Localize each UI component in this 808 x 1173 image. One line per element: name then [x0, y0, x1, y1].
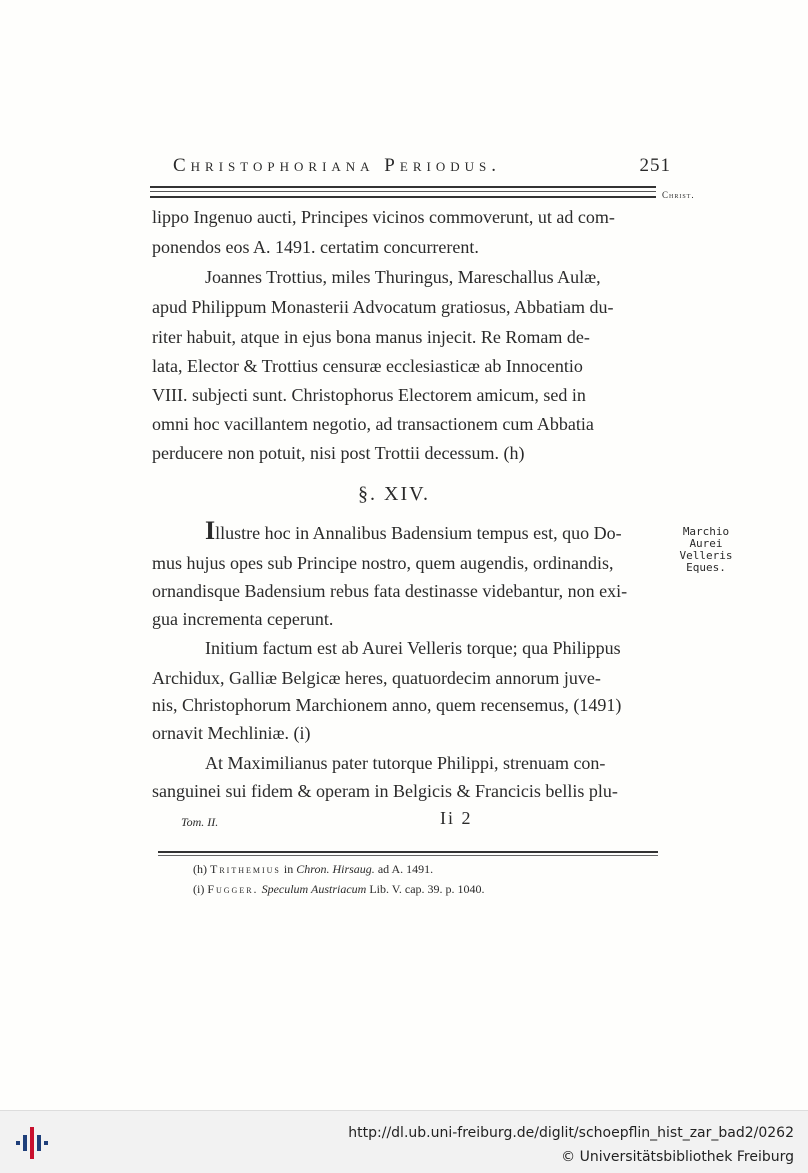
side-note-line: Aurei — [689, 537, 723, 550]
text-line: Initium factum est ab Aurei Velleris torque; qua Philippus — [205, 638, 621, 658]
section-heading: §. XIV. — [358, 483, 430, 505]
text-line: Archidux, Galliæ Belgicæ heres, quatuordecim annorum juve- — [152, 668, 601, 688]
text-line: mus hujus opes sub Principe nostro, quem augendis, ordinandis, — [152, 553, 614, 573]
text-line: ornavit Mechliniæ. (i) — [152, 723, 311, 743]
side-note-line: Velleris — [679, 549, 733, 562]
header-rule — [150, 186, 656, 188]
copyright-notice: © Universitätsbibliothek Freiburg — [561, 1149, 794, 1165]
signature-mark: Ii 2 — [440, 808, 473, 828]
header-rule — [150, 196, 656, 198]
footnote-mark: (h) — [193, 862, 207, 876]
ub-freiburg-logo-icon[interactable] — [14, 1125, 50, 1161]
text-line: Joannes Trottius, miles Thuringus, Mareschallus Aulæ, — [205, 267, 601, 287]
header-rule — [150, 191, 656, 192]
margin-label: Christ. — [662, 190, 695, 200]
footnote-h — [193, 862, 433, 876]
footnote-rule — [158, 851, 658, 853]
source-url-link[interactable]: http://dl.ub.uni-freiburg.de/diglit/schoepflin_hist_zar_bad2/0262 — [348, 1125, 794, 1141]
text-line: sanguinei sui fidem & operam in Belgicis & Francicis bellis plu- — [152, 781, 618, 801]
text-line: lippo Ingenuo aucti, Principes vicinos commoverunt, ut ad com- — [152, 207, 615, 227]
side-note — [666, 526, 746, 574]
text-line: omni hoc vacillantem negotio, ad transactionem cum Abbatia — [152, 414, 594, 434]
footnote-title: Chron. Hirsaug. — [296, 862, 375, 876]
side-note-line: Marchio — [682, 525, 730, 538]
text-line: lata, Elector & Trottius censuræ ecclesiasticæ ab Innocentio — [152, 356, 583, 376]
text-line: gua incrementa ceperunt. — [152, 609, 334, 629]
footnote-author: Fugger. — [207, 882, 259, 896]
running-head — [173, 155, 671, 177]
viewer-footer — [0, 1110, 808, 1173]
volume-mark: Tom. II. — [181, 815, 219, 829]
footnote-title: Speculum Austriacum — [261, 882, 367, 896]
side-note-line: Eques. — [686, 561, 726, 574]
text-line: At Maximilianus pater tutorque Philippi, strenuam con- — [205, 753, 606, 773]
page-number: 251 — [639, 155, 671, 176]
text-line: ponendos eos A. 1491. certatim concurrerent. — [152, 237, 479, 257]
footnote-text: Lib. V. cap. 39. p. 1040. — [366, 882, 485, 896]
text-line-rest: llustre hoc in Annalibus Badensium tempus est, quo Do- — [215, 523, 622, 543]
text-line: ornandisque Badensium rebus fata destinasse videbantur, non exi- — [152, 581, 628, 601]
running-title: Christophoriana Periodus. — [173, 155, 501, 176]
footnote-text: in — [280, 862, 297, 876]
text-line: VIII. subjecti sunt. Christophorus Electorem amicum, sed in — [152, 385, 586, 405]
footnote-text: ad A. 1491. — [374, 862, 434, 876]
footnote-rule — [158, 855, 658, 856]
drop-cap: I — [205, 516, 216, 545]
text-line: apud Philippum Monasterii Advocatum gratiosus, Abbatiam du- — [152, 297, 614, 317]
text-line: riter habuit, atque in ejus bona manus injecit. Re Romam de- — [152, 327, 590, 347]
footnote-mark: (i) — [193, 882, 205, 896]
footnote-author: Trithemius — [210, 862, 281, 876]
text-line: perducere non potuit, nisi post Trottii decessum. (h) — [152, 443, 525, 463]
text-line: nis, Christophorum Marchionem anno, quem recensemus, (1491) — [152, 695, 622, 715]
footnote-i — [193, 882, 485, 896]
text-line — [205, 516, 660, 545]
